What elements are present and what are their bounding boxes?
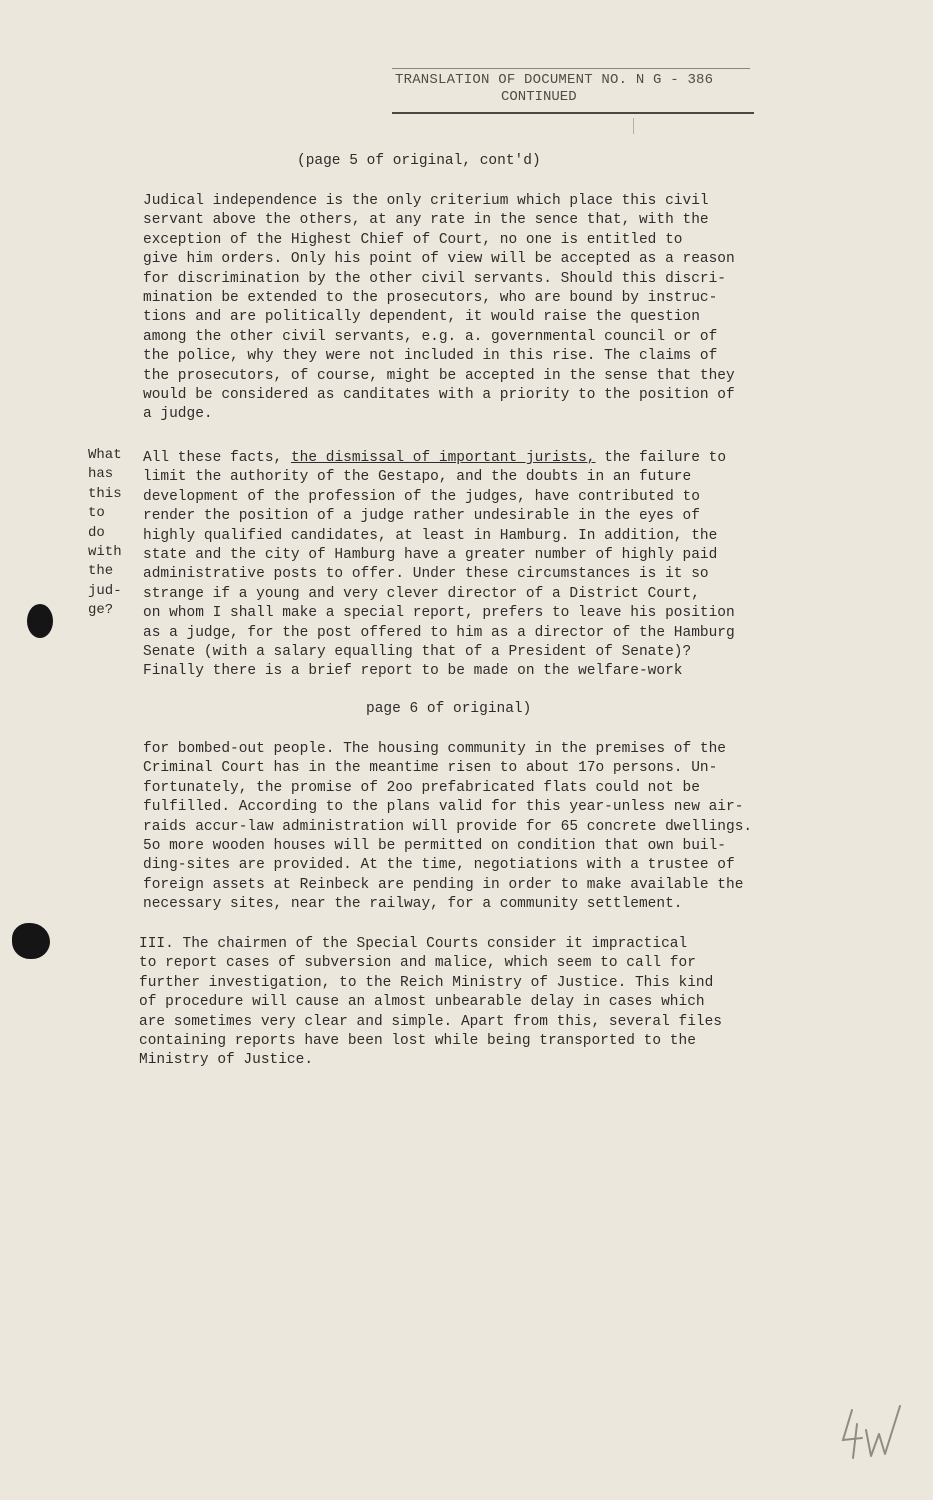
header-title: TRANSLATION OF DOCUMENT NO. N G - 386 bbox=[395, 72, 714, 88]
margin-word: What bbox=[88, 447, 122, 463]
text-line: raids accur-law administration will provide for 65 concrete dwellings. bbox=[143, 818, 753, 835]
text-line: Ministry of Justice. bbox=[139, 1052, 314, 1069]
margin-word: ge? bbox=[88, 602, 114, 619]
text-line: give him orders. Only his point of view will be accepted as a reason bbox=[143, 251, 735, 268]
text-line: a judge. bbox=[143, 406, 213, 423]
text-fragment: the failure to bbox=[595, 450, 727, 466]
text-fragment: All these facts, bbox=[143, 450, 291, 466]
text-line: for discrimination by the other civil servants. Should this discri- bbox=[143, 270, 726, 287]
text-line: fortunately, the promise of 2oo prefabricated flats could not be bbox=[143, 779, 700, 796]
page-reference-5: (page 5 of original, cont'd) bbox=[297, 153, 541, 169]
text-line: servant above the others, at any rate in the sence that, with the bbox=[143, 212, 709, 229]
margin-word: do bbox=[88, 524, 105, 541]
text-line: the police, why they were not included in this rise. The claims of bbox=[143, 348, 718, 365]
text-line: administrative posts to offer. Under these circumstances is it so bbox=[143, 566, 709, 583]
text-line: exception of the Highest Chief of Court, no one is entitled to bbox=[143, 231, 683, 248]
document-header bbox=[395, 72, 755, 105]
handwritten-mark bbox=[838, 1402, 904, 1462]
text-line: render the position of a judge rather undesirable in the eyes of bbox=[143, 508, 700, 525]
text-line: containing reports have been lost while being transported to the bbox=[139, 1033, 696, 1050]
margin-word: has bbox=[88, 466, 114, 483]
text-line: would be considered as canditates with a priority to the position of bbox=[143, 387, 735, 404]
text-line: as a judge, for the post offered to him as a director of the Hamburg bbox=[143, 624, 735, 641]
margin-word: this bbox=[88, 485, 122, 502]
text-line: mination be extended to the prosecutors, who are bound by instruc- bbox=[143, 290, 718, 307]
text-line: Senate (with a salary equalling that of a President of Senate)? bbox=[143, 644, 692, 661]
text-line: among the other civil servants, e.g. a. governmental council or of bbox=[143, 328, 718, 345]
text-line: ding-sites are provided. At the time, negotiations with a trustee of bbox=[143, 857, 735, 874]
margin-word: the bbox=[88, 563, 114, 580]
text-line: highly qualified candidates, at least in Hamburg. In addition, the bbox=[143, 527, 718, 544]
text-line: development of the profession of the judges, have contributed to bbox=[143, 488, 700, 505]
text-line: on whom I shall make a special report, prefers to leave his position bbox=[143, 605, 735, 622]
text-line: foreign assets at Reinbeck are pending in order to make available the bbox=[143, 876, 744, 893]
margin-word: with bbox=[88, 544, 122, 561]
text-line: state and the city of Hamburg have a greater number of highly paid bbox=[143, 547, 718, 564]
text-line: of procedure will cause an almost unbearable delay in cases which bbox=[139, 994, 705, 1011]
text-line: Criminal Court has in the meantime risen to about 17o persons. Un- bbox=[143, 760, 718, 777]
margin-word: jud- bbox=[88, 582, 122, 599]
punch-hole-upper bbox=[27, 604, 53, 638]
text-line: necessary sites, near the railway, for a community settlement. bbox=[143, 896, 683, 913]
text-line: tions and are politically dependent, it would raise the question bbox=[143, 309, 700, 326]
punch-hole-lower bbox=[12, 923, 50, 959]
text-line: Judical independence is the only criterium which place this civil bbox=[143, 193, 709, 209]
text-line: further investigation, to the Reich Ministry of Justice. This kind bbox=[139, 974, 714, 991]
text-line: strange if a young and very clever director of a District Court, bbox=[143, 585, 700, 602]
paragraph-bombed-out bbox=[143, 740, 823, 915]
text-line: are sometimes very clear and simple. Apart from this, several files bbox=[139, 1013, 722, 1030]
fold-mark bbox=[633, 118, 634, 134]
header-rule-bottom bbox=[392, 112, 754, 114]
text-line bbox=[143, 449, 823, 468]
margin-word: to bbox=[88, 505, 105, 522]
text-line: III. The chairmen of the Special Courts consider it impractical bbox=[139, 936, 688, 952]
paragraph-special-courts bbox=[139, 935, 819, 1071]
text-line: for bombed-out people. The housing community in the premises of the bbox=[143, 741, 726, 757]
text-line: Finally there is a brief report to be made on the welfare-work bbox=[143, 663, 683, 680]
margin-annotation bbox=[88, 446, 136, 621]
text-line: to report cases of subversion and malice, which seem to call for bbox=[139, 955, 696, 972]
text-line: the prosecutors, of course, might be accepted in the sense that they bbox=[143, 367, 735, 384]
paragraph-facts bbox=[143, 449, 823, 682]
header-rule-top bbox=[392, 68, 750, 69]
page-reference-6: page 6 of original) bbox=[366, 701, 532, 717]
text-line: 5o more wooden houses will be permitted on condition that own buil- bbox=[143, 838, 726, 855]
paragraph-judicial-independence bbox=[143, 192, 823, 425]
text-line: limit the authority of the Gestapo, and the doubts in an future bbox=[143, 469, 692, 486]
header-continued: CONTINUED bbox=[501, 89, 577, 105]
text-line: fulfilled. According to the plans valid for this year-unless new air- bbox=[143, 799, 744, 816]
underlined-phrase: the dismissal of important jurists, bbox=[290, 450, 596, 466]
